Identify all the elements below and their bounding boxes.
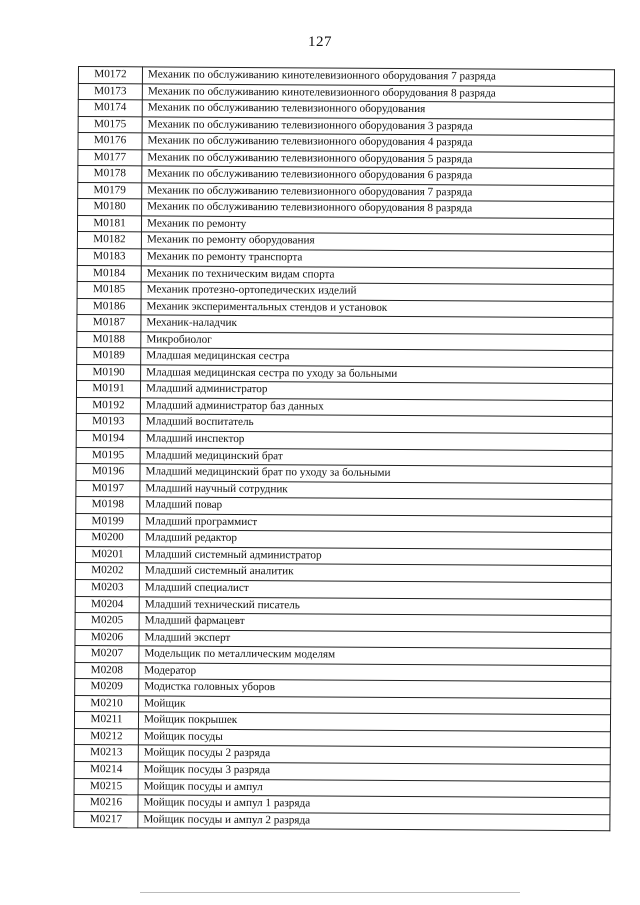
profession-codes-table [73,66,615,831]
row-profession-name: Младший технический писатель [139,596,611,615]
row-profession-name: Мойщик посуды 3 разряда [138,762,610,781]
row-code: М0193 [76,414,140,431]
row-code: М0183 [77,249,141,266]
row-code: М0213 [74,745,138,762]
row-code: М0181 [77,215,141,232]
row-profession-name: Мойщик посуды и ампул 2 разряда [138,811,610,830]
row-profession-name: Механик по обслуживанию кинотелевизионного оборудования 8 разряда [142,83,614,102]
row-profession-name: Механик по обслуживанию телевизионного оборудования 3 разряда [142,117,614,136]
row-code: М0210 [75,695,139,712]
page-number: 127 [308,34,332,50]
row-code: М0191 [76,381,140,398]
row-profession-name: Младший эксперт [139,629,611,648]
row-code: М0215 [74,778,138,795]
row-profession-name: Младшая медицинская сестра по уходу за больными [141,365,613,384]
row-code: М0204 [75,596,139,613]
row-profession-name: Модельщик по металлическим моделям [139,646,611,665]
row-profession-name: Младший программист [140,514,612,533]
row-profession-name: Младший фармацевт [139,613,611,632]
bottom-rule [140,892,520,893]
row-profession-name: Младшая медицинская сестра [141,348,613,367]
row-code: М0174 [78,100,142,117]
row-code: М0208 [75,662,139,679]
row-profession-name: Младший медицинский брат [140,447,612,466]
row-profession-name: Мойщик покрышек [138,712,610,731]
row-code: М0206 [75,629,139,646]
row-code: М0203 [75,579,139,596]
row-profession-name: Младший администратор [140,381,612,400]
row-profession-name: Младший системный администратор [139,547,611,566]
row-profession-name: Младший системный аналитик [139,563,611,582]
row-profession-name: Мойщик [139,696,611,715]
row-code: М0200 [76,530,140,547]
row-code: М0179 [78,182,142,199]
row-profession-name: Механик-наладчик [141,315,613,334]
table-body [74,67,615,831]
row-code: М0178 [78,166,142,183]
row-code: М0180 [78,199,142,216]
row-profession-name: Мойщик посуды 2 разряда [138,745,610,764]
row-profession-name: Механик по обслуживанию кинотелевизионного оборудования 7 разряда [142,67,614,86]
row-profession-name: Механик по ремонту транспорта [141,249,613,268]
row-profession-name: Модистка головных уборов [139,679,611,698]
row-code: М0173 [78,83,142,100]
row-code: М0186 [77,298,141,315]
row-code: М0195 [76,447,140,464]
row-code: М0212 [74,728,138,745]
row-profession-name: Модератор [139,663,611,682]
row-profession-name: Мойщик посуды [138,729,610,748]
row-profession-name: Мойщик посуды и ампул [138,778,610,797]
row-code: М0185 [77,282,141,299]
row-code: М0209 [75,679,139,696]
row-code: М0202 [75,563,139,580]
row-code: М0182 [77,232,141,249]
row-code: М0177 [78,149,142,166]
row-code: М0187 [77,315,141,332]
row-profession-name: Механик по обслуживанию телевизионного оборудования 8 разряда [142,199,614,218]
row-profession-name: Младший воспитатель [140,414,612,433]
row-profession-name: Микробиолог [141,332,613,351]
row-code: М0197 [76,480,140,497]
row-profession-name: Механик по обслуживанию телевизионного оборудования 7 разряда [142,183,614,202]
row-profession-name: Младший инспектор [140,431,612,450]
row-profession-name: Механик по обслуживанию телевизионного оборудования 4 разряда [142,133,614,152]
row-code: М0190 [77,364,141,381]
row-profession-name: Механик протезно-ортопедических изделий [141,282,613,301]
row-profession-name: Механик по обслуживанию телевизионного оборудования 5 разряда [142,150,614,169]
row-profession-name: Младший специалист [139,580,611,599]
row-profession-name: Механик экспериментальных стендов и установок [141,299,613,318]
row-profession-name: Младший повар [140,497,612,516]
row-profession-name: Механик по ремонту оборудования [141,232,613,251]
row-code: М0216 [74,795,138,812]
row-code: М0205 [75,613,139,630]
row-code: М0184 [77,265,141,282]
row-profession-name: Механик по обслуживанию телевизионного оборудования [142,100,614,119]
row-profession-name: Механик по ремонту [141,216,613,235]
row-code: М0176 [78,133,142,150]
row-code: М0207 [75,646,139,663]
row-code: М0188 [77,331,141,348]
row-profession-name: Младший медицинский брат по уходу за больными [140,464,612,483]
row-profession-name: Младший администратор баз данных [140,398,612,417]
row-code: М0198 [76,497,140,514]
row-code: М0175 [78,116,142,133]
row-profession-name: Механик по техническим видам спорта [141,265,613,284]
row-code: М0217 [74,811,138,828]
table-row [74,811,610,831]
row-profession-name: Механик по обслуживанию телевизионного оборудования 6 разряда [142,166,614,185]
row-code: М0194 [76,431,140,448]
row-code: М0196 [76,464,140,481]
row-code: М0199 [76,513,140,530]
row-code: М0189 [77,348,141,365]
row-profession-name: Младший научный сотрудник [140,481,612,500]
row-profession-name: Младший редактор [140,530,612,549]
row-code: М0214 [74,761,138,778]
row-profession-name: Мойщик посуды и ампул 1 разряда [138,795,610,814]
row-code: М0172 [78,67,142,84]
row-code: М0211 [74,712,138,729]
row-code: М0201 [75,546,139,563]
row-code: М0192 [76,397,140,414]
